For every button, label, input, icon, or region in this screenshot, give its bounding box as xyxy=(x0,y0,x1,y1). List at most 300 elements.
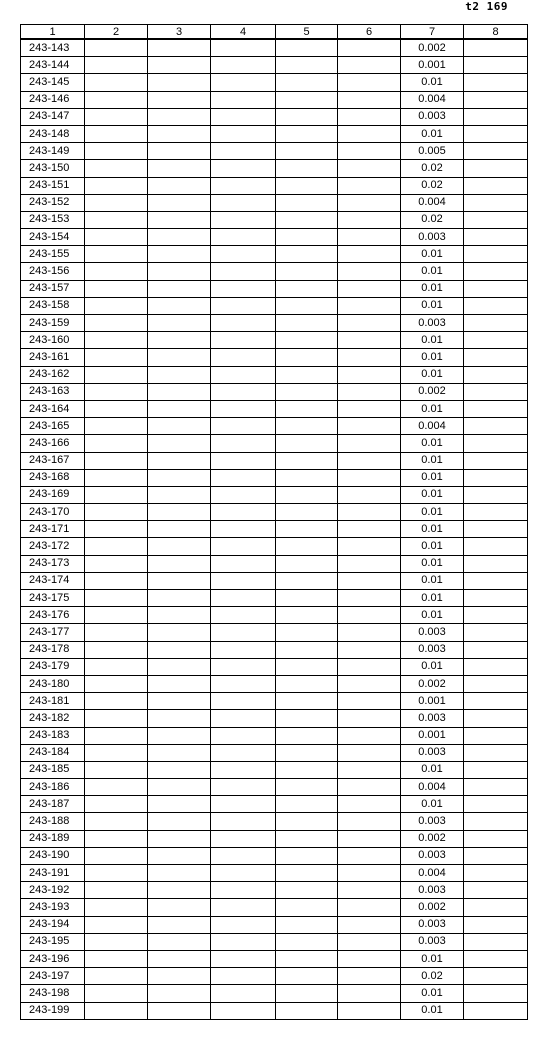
empty-cell-col8 xyxy=(464,74,528,91)
empty-cell-col8 xyxy=(464,504,528,521)
empty-cell-col2 xyxy=(85,194,148,211)
empty-cell-col2 xyxy=(85,658,148,675)
table-row xyxy=(21,504,528,521)
empty-cell-col8 xyxy=(464,211,528,228)
value-cell-col7: 0.01 xyxy=(401,572,464,589)
empty-cell-col3 xyxy=(148,830,211,847)
empty-cell-col5 xyxy=(276,177,338,194)
empty-cell-col3 xyxy=(148,555,211,572)
empty-cell-col8 xyxy=(464,332,528,349)
value-cell-col7: 0.001 xyxy=(401,57,464,74)
empty-cell-col6 xyxy=(338,504,401,521)
empty-cell-col2 xyxy=(85,933,148,950)
column-header-3: 3 xyxy=(148,25,211,40)
empty-cell-col8 xyxy=(464,57,528,74)
value-cell-col7: 0.003 xyxy=(401,916,464,933)
empty-cell-col5 xyxy=(276,263,338,280)
empty-cell-col5 xyxy=(276,469,338,486)
empty-cell-col4 xyxy=(211,315,276,332)
empty-cell-col6 xyxy=(338,229,401,246)
empty-cell-col4 xyxy=(211,263,276,280)
empty-cell-col4 xyxy=(211,452,276,469)
empty-cell-col8 xyxy=(464,916,528,933)
empty-cell-col4 xyxy=(211,366,276,383)
value-cell-col7: 0.01 xyxy=(401,297,464,314)
table-row xyxy=(21,624,528,641)
empty-cell-col2 xyxy=(85,177,148,194)
value-cell-col7: 0.01 xyxy=(401,263,464,280)
empty-cell-col6 xyxy=(338,263,401,280)
value-cell-col7: 0.01 xyxy=(401,950,464,967)
empty-cell-col6 xyxy=(338,486,401,503)
empty-cell-col5 xyxy=(276,315,338,332)
empty-cell-col8 xyxy=(464,555,528,572)
table-row xyxy=(21,418,528,435)
empty-cell-col5 xyxy=(276,349,338,366)
empty-cell-col6 xyxy=(338,315,401,332)
header-row xyxy=(21,25,528,40)
empty-cell-col8 xyxy=(464,761,528,778)
empty-cell-col2 xyxy=(85,383,148,400)
empty-cell-col3 xyxy=(148,779,211,796)
empty-cell-col2 xyxy=(85,813,148,830)
value-cell-col7: 0.01 xyxy=(401,280,464,297)
empty-cell-col4 xyxy=(211,882,276,899)
row-id-cell: 243-185 xyxy=(21,761,85,778)
empty-cell-col6 xyxy=(338,39,401,57)
row-id-cell: 243-153 xyxy=(21,211,85,228)
row-id-cell: 243-169 xyxy=(21,486,85,503)
empty-cell-col5 xyxy=(276,246,338,263)
empty-cell-col3 xyxy=(148,246,211,263)
empty-cell-col5 xyxy=(276,727,338,744)
table-row xyxy=(21,521,528,538)
empty-cell-col5 xyxy=(276,675,338,692)
empty-cell-col3 xyxy=(148,710,211,727)
row-id-cell: 243-167 xyxy=(21,452,85,469)
table-row xyxy=(21,349,528,366)
empty-cell-col4 xyxy=(211,246,276,263)
empty-cell-col6 xyxy=(338,297,401,314)
value-cell-col7: 0.003 xyxy=(401,847,464,864)
table-row xyxy=(21,607,528,624)
empty-cell-col5 xyxy=(276,418,338,435)
empty-cell-col2 xyxy=(85,968,148,985)
value-cell-col7: 0.004 xyxy=(401,194,464,211)
empty-cell-col5 xyxy=(276,400,338,417)
empty-cell-col5 xyxy=(276,538,338,555)
empty-cell-col5 xyxy=(276,641,338,658)
empty-cell-col5 xyxy=(276,143,338,160)
table-row xyxy=(21,125,528,142)
empty-cell-col3 xyxy=(148,504,211,521)
table-row xyxy=(21,555,528,572)
empty-cell-col5 xyxy=(276,504,338,521)
row-id-cell: 243-145 xyxy=(21,74,85,91)
empty-cell-col8 xyxy=(464,968,528,985)
empty-cell-col2 xyxy=(85,555,148,572)
empty-cell-col6 xyxy=(338,727,401,744)
empty-cell-col6 xyxy=(338,590,401,607)
value-cell-col7: 0.003 xyxy=(401,710,464,727)
empty-cell-col3 xyxy=(148,91,211,108)
table-row xyxy=(21,641,528,658)
empty-cell-col8 xyxy=(464,779,528,796)
empty-cell-col6 xyxy=(338,779,401,796)
empty-cell-col6 xyxy=(338,521,401,538)
empty-cell-col6 xyxy=(338,899,401,916)
row-id-cell: 243-157 xyxy=(21,280,85,297)
empty-cell-col8 xyxy=(464,263,528,280)
value-cell-col7: 0.01 xyxy=(401,590,464,607)
empty-cell-col8 xyxy=(464,744,528,761)
empty-cell-col5 xyxy=(276,74,338,91)
empty-cell-col6 xyxy=(338,349,401,366)
empty-cell-col6 xyxy=(338,572,401,589)
table-row xyxy=(21,882,528,899)
empty-cell-col3 xyxy=(148,950,211,967)
empty-cell-col4 xyxy=(211,57,276,74)
empty-cell-col8 xyxy=(464,229,528,246)
empty-cell-col4 xyxy=(211,727,276,744)
empty-cell-col6 xyxy=(338,658,401,675)
empty-cell-col3 xyxy=(148,229,211,246)
empty-cell-col4 xyxy=(211,435,276,452)
empty-cell-col5 xyxy=(276,57,338,74)
row-id-cell: 243-147 xyxy=(21,108,85,125)
empty-cell-col3 xyxy=(148,607,211,624)
empty-cell-col2 xyxy=(85,469,148,486)
empty-cell-col5 xyxy=(276,882,338,899)
empty-cell-col5 xyxy=(276,899,338,916)
empty-cell-col2 xyxy=(85,916,148,933)
empty-cell-col8 xyxy=(464,194,528,211)
value-cell-col7: 0.003 xyxy=(401,744,464,761)
empty-cell-col3 xyxy=(148,125,211,142)
empty-cell-col2 xyxy=(85,315,148,332)
empty-cell-col6 xyxy=(338,538,401,555)
empty-cell-col2 xyxy=(85,435,148,452)
empty-cell-col2 xyxy=(85,572,148,589)
empty-cell-col6 xyxy=(338,796,401,813)
empty-cell-col8 xyxy=(464,177,528,194)
column-header-2: 2 xyxy=(85,25,148,40)
row-id-cell: 243-172 xyxy=(21,538,85,555)
empty-cell-col2 xyxy=(85,400,148,417)
empty-cell-col8 xyxy=(464,435,528,452)
empty-cell-col6 xyxy=(338,91,401,108)
empty-cell-col4 xyxy=(211,418,276,435)
empty-cell-col6 xyxy=(338,246,401,263)
table-row xyxy=(21,779,528,796)
row-id-cell: 243-144 xyxy=(21,57,85,74)
empty-cell-col2 xyxy=(85,504,148,521)
row-id-cell: 243-173 xyxy=(21,555,85,572)
empty-cell-col4 xyxy=(211,761,276,778)
value-cell-col7: 0.003 xyxy=(401,882,464,899)
empty-cell-col8 xyxy=(464,108,528,125)
empty-cell-col2 xyxy=(85,693,148,710)
table-row xyxy=(21,383,528,400)
empty-cell-col2 xyxy=(85,108,148,125)
empty-cell-col5 xyxy=(276,950,338,967)
value-cell-col7: 0.01 xyxy=(401,332,464,349)
row-id-cell: 243-158 xyxy=(21,297,85,314)
table-row xyxy=(21,143,528,160)
table-row xyxy=(21,435,528,452)
value-cell-col7: 0.01 xyxy=(401,607,464,624)
value-cell-col7: 0.01 xyxy=(401,400,464,417)
empty-cell-col5 xyxy=(276,332,338,349)
empty-cell-col2 xyxy=(85,882,148,899)
table-row xyxy=(21,710,528,727)
empty-cell-col6 xyxy=(338,177,401,194)
empty-cell-col3 xyxy=(148,693,211,710)
empty-cell-col2 xyxy=(85,332,148,349)
empty-cell-col8 xyxy=(464,521,528,538)
empty-cell-col8 xyxy=(464,538,528,555)
empty-cell-col3 xyxy=(148,452,211,469)
table-row xyxy=(21,91,528,108)
table-row xyxy=(21,796,528,813)
empty-cell-col4 xyxy=(211,693,276,710)
empty-cell-col3 xyxy=(148,39,211,57)
value-cell-col7: 0.003 xyxy=(401,108,464,125)
empty-cell-col6 xyxy=(338,366,401,383)
empty-cell-col8 xyxy=(464,675,528,692)
empty-cell-col8 xyxy=(464,143,528,160)
empty-cell-col3 xyxy=(148,383,211,400)
value-cell-col7: 0.003 xyxy=(401,624,464,641)
empty-cell-col6 xyxy=(338,830,401,847)
empty-cell-col6 xyxy=(338,555,401,572)
empty-cell-col4 xyxy=(211,108,276,125)
empty-cell-col5 xyxy=(276,744,338,761)
row-id-cell: 243-199 xyxy=(21,1002,85,1019)
empty-cell-col5 xyxy=(276,710,338,727)
empty-cell-col4 xyxy=(211,590,276,607)
empty-cell-col4 xyxy=(211,91,276,108)
column-header-1: 1 xyxy=(21,25,85,40)
empty-cell-col3 xyxy=(148,521,211,538)
empty-cell-col2 xyxy=(85,452,148,469)
empty-cell-col2 xyxy=(85,847,148,864)
empty-cell-col6 xyxy=(338,418,401,435)
value-cell-col7: 0.01 xyxy=(401,761,464,778)
empty-cell-col2 xyxy=(85,349,148,366)
empty-cell-col2 xyxy=(85,366,148,383)
table-row xyxy=(21,57,528,74)
value-cell-col7: 0.01 xyxy=(401,521,464,538)
empty-cell-col3 xyxy=(148,194,211,211)
row-id-cell: 243-164 xyxy=(21,400,85,417)
empty-cell-col6 xyxy=(338,607,401,624)
empty-cell-col5 xyxy=(276,916,338,933)
empty-cell-col4 xyxy=(211,349,276,366)
empty-cell-col8 xyxy=(464,847,528,864)
empty-cell-col6 xyxy=(338,710,401,727)
empty-cell-col8 xyxy=(464,830,528,847)
empty-cell-col4 xyxy=(211,332,276,349)
row-id-cell: 243-183 xyxy=(21,727,85,744)
table-row xyxy=(21,830,528,847)
empty-cell-col5 xyxy=(276,297,338,314)
table-row xyxy=(21,675,528,692)
row-id-cell: 243-163 xyxy=(21,383,85,400)
empty-cell-col2 xyxy=(85,865,148,882)
row-id-cell: 243-194 xyxy=(21,916,85,933)
empty-cell-col8 xyxy=(464,985,528,1002)
column-header-8: 8 xyxy=(464,25,528,40)
empty-cell-col5 xyxy=(276,847,338,864)
empty-cell-col3 xyxy=(148,418,211,435)
empty-cell-col5 xyxy=(276,796,338,813)
empty-cell-col2 xyxy=(85,985,148,1002)
value-cell-col7: 0.01 xyxy=(401,366,464,383)
empty-cell-col6 xyxy=(338,865,401,882)
empty-cell-col6 xyxy=(338,950,401,967)
value-cell-col7: 0.01 xyxy=(401,796,464,813)
empty-cell-col6 xyxy=(338,675,401,692)
empty-cell-col2 xyxy=(85,899,148,916)
value-cell-col7: 0.01 xyxy=(401,555,464,572)
empty-cell-col8 xyxy=(464,813,528,830)
empty-cell-col4 xyxy=(211,899,276,916)
table-row xyxy=(21,39,528,57)
row-id-cell: 243-184 xyxy=(21,744,85,761)
empty-cell-col3 xyxy=(148,143,211,160)
empty-cell-col8 xyxy=(464,39,528,57)
empty-cell-col3 xyxy=(148,813,211,830)
empty-cell-col3 xyxy=(148,641,211,658)
empty-cell-col3 xyxy=(148,211,211,228)
empty-cell-col3 xyxy=(148,675,211,692)
empty-cell-col8 xyxy=(464,91,528,108)
empty-cell-col3 xyxy=(148,74,211,91)
row-id-cell: 243-155 xyxy=(21,246,85,263)
empty-cell-col6 xyxy=(338,125,401,142)
empty-cell-col2 xyxy=(85,74,148,91)
empty-cell-col3 xyxy=(148,658,211,675)
empty-cell-col8 xyxy=(464,297,528,314)
empty-cell-col8 xyxy=(464,710,528,727)
empty-cell-col3 xyxy=(148,332,211,349)
empty-cell-col6 xyxy=(338,761,401,778)
empty-cell-col4 xyxy=(211,847,276,864)
empty-cell-col2 xyxy=(85,229,148,246)
row-id-cell: 243-150 xyxy=(21,160,85,177)
empty-cell-col2 xyxy=(85,727,148,744)
empty-cell-col4 xyxy=(211,297,276,314)
empty-cell-col3 xyxy=(148,916,211,933)
row-id-cell: 243-195 xyxy=(21,933,85,950)
empty-cell-col4 xyxy=(211,572,276,589)
empty-cell-col8 xyxy=(464,865,528,882)
value-cell-col7: 0.003 xyxy=(401,315,464,332)
empty-cell-col5 xyxy=(276,39,338,57)
empty-cell-col5 xyxy=(276,435,338,452)
empty-cell-col6 xyxy=(338,985,401,1002)
row-id-cell: 243-190 xyxy=(21,847,85,864)
empty-cell-col4 xyxy=(211,555,276,572)
empty-cell-col4 xyxy=(211,194,276,211)
empty-cell-col3 xyxy=(148,1002,211,1019)
row-id-cell: 243-187 xyxy=(21,796,85,813)
table-row xyxy=(21,332,528,349)
empty-cell-col6 xyxy=(338,332,401,349)
empty-cell-col4 xyxy=(211,125,276,142)
empty-cell-col6 xyxy=(338,280,401,297)
empty-cell-col5 xyxy=(276,486,338,503)
value-cell-col7: 0.002 xyxy=(401,830,464,847)
value-cell-col7: 0.004 xyxy=(401,865,464,882)
value-cell-col7: 0.003 xyxy=(401,933,464,950)
row-id-cell: 243-165 xyxy=(21,418,85,435)
empty-cell-col4 xyxy=(211,985,276,1002)
empty-cell-col8 xyxy=(464,315,528,332)
row-id-cell: 243-182 xyxy=(21,710,85,727)
empty-cell-col5 xyxy=(276,779,338,796)
row-id-cell: 243-160 xyxy=(21,332,85,349)
table-row xyxy=(21,572,528,589)
table-row xyxy=(21,744,528,761)
empty-cell-col8 xyxy=(464,641,528,658)
value-cell-col7: 0.001 xyxy=(401,693,464,710)
table-row xyxy=(21,74,528,91)
empty-cell-col6 xyxy=(338,452,401,469)
row-id-cell: 243-191 xyxy=(21,865,85,882)
value-cell-col7: 0.01 xyxy=(401,349,464,366)
row-id-cell: 243-174 xyxy=(21,572,85,589)
empty-cell-col6 xyxy=(338,1002,401,1019)
empty-cell-col6 xyxy=(338,693,401,710)
table-row xyxy=(21,693,528,710)
empty-cell-col4 xyxy=(211,950,276,967)
table-row xyxy=(21,899,528,916)
empty-cell-col2 xyxy=(85,641,148,658)
row-id-cell: 243-196 xyxy=(21,950,85,967)
empty-cell-col2 xyxy=(85,590,148,607)
row-id-cell: 243-154 xyxy=(21,229,85,246)
empty-cell-col3 xyxy=(148,280,211,297)
row-id-cell: 243-189 xyxy=(21,830,85,847)
empty-cell-col5 xyxy=(276,830,338,847)
empty-cell-col4 xyxy=(211,177,276,194)
row-id-cell: 243-143 xyxy=(21,39,85,57)
empty-cell-col3 xyxy=(148,435,211,452)
row-id-cell: 243-151 xyxy=(21,177,85,194)
empty-cell-col3 xyxy=(148,968,211,985)
table-row xyxy=(21,1002,528,1019)
empty-cell-col3 xyxy=(148,572,211,589)
empty-cell-col8 xyxy=(464,607,528,624)
empty-cell-col6 xyxy=(338,160,401,177)
empty-cell-col5 xyxy=(276,968,338,985)
empty-cell-col6 xyxy=(338,624,401,641)
table-row xyxy=(21,211,528,228)
empty-cell-col8 xyxy=(464,693,528,710)
value-cell-col7: 0.003 xyxy=(401,229,464,246)
empty-cell-col4 xyxy=(211,624,276,641)
empty-cell-col6 xyxy=(338,641,401,658)
row-id-cell: 243-176 xyxy=(21,607,85,624)
empty-cell-col2 xyxy=(85,624,148,641)
empty-cell-col8 xyxy=(464,1002,528,1019)
empty-cell-col3 xyxy=(148,899,211,916)
value-cell-col7: 0.01 xyxy=(401,1002,464,1019)
empty-cell-col5 xyxy=(276,91,338,108)
empty-cell-col8 xyxy=(464,400,528,417)
